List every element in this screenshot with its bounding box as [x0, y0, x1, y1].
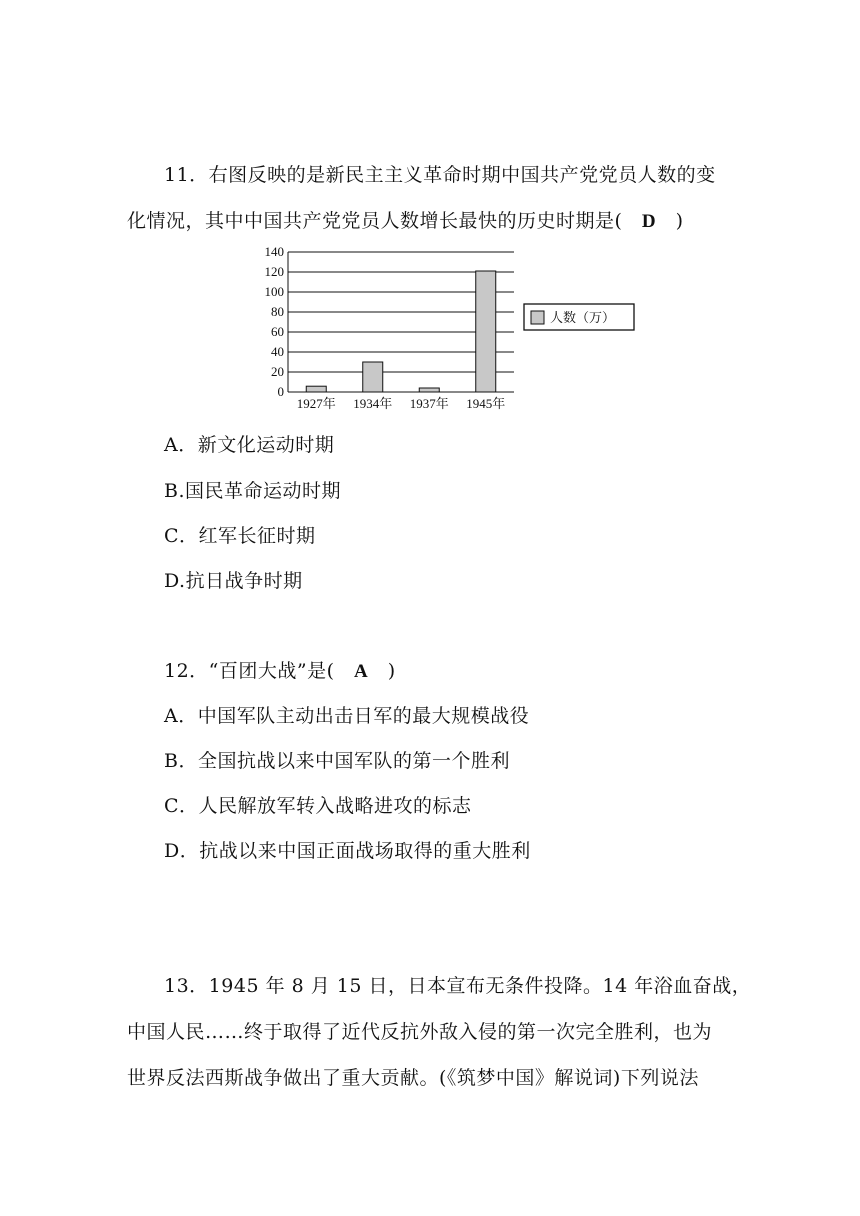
q12-stem	[164, 656, 396, 683]
y-tick-label: 120	[264, 264, 284, 279]
q13-line-2: 中国人民……终于取得了近代反抗外敌入侵的第一次完全胜利，也为	[127, 1021, 713, 1043]
chart-legend	[524, 304, 634, 330]
x-tick-label: 1934年	[353, 396, 393, 411]
q12-stem-prefix: 12．“百团大战”是(	[164, 660, 355, 682]
q11-line-1: 11．右图反映的是新民主主义革命时期中国共产党党员人数的变	[164, 164, 716, 186]
x-axis-ticks	[297, 396, 506, 411]
q11-option-d[interactable]: D.抗日战争时期	[164, 570, 303, 592]
x-tick-label: 1927年	[296, 396, 336, 411]
y-tick-label: 60	[271, 324, 284, 339]
q11-stem-suffix: )	[656, 210, 684, 232]
y-tick-label: 100	[264, 284, 284, 299]
y-tick-label: 0	[277, 384, 284, 399]
x-tick-label: 1945年	[466, 396, 506, 411]
y-tick-label: 80	[271, 304, 284, 319]
q12-stem-suffix: )	[368, 660, 396, 682]
q12-option-c[interactable]: C．人民解放军转入战略进攻的标志	[164, 795, 472, 817]
y-tick-label: 20	[271, 364, 284, 379]
q12-answer: A	[354, 661, 369, 682]
q11-answer: D	[641, 211, 657, 232]
y-axis-ticks	[265, 244, 285, 399]
q12-option-d[interactable]: D．抗战以来中国正面战场取得的重大胜利	[164, 840, 531, 862]
q11-option-b[interactable]: B.国民革命运动时期	[164, 480, 342, 502]
q11-stem-prefix: 化情况，其中中国共产党党员人数增长最快的历史时期是(	[127, 210, 642, 232]
q11-option-a[interactable]: A．新文化运动时期	[164, 434, 335, 456]
bar-1937年	[419, 388, 439, 392]
q11-line-2	[127, 206, 684, 233]
legend-label: 人数（万）	[550, 310, 616, 325]
q12-option-a[interactable]: A．中国军队主动出击日军的最大规模战役	[164, 705, 530, 727]
q12-option-b[interactable]: B．全国抗战以来中国军队的第一个胜利	[164, 750, 510, 772]
y-tick-label: 140	[264, 244, 284, 259]
bar-1927年	[306, 386, 326, 392]
q11-option-c[interactable]: C．红军长征时期	[164, 525, 316, 547]
bar-1945年	[476, 271, 496, 392]
bar-1934年	[363, 362, 383, 392]
y-tick-label: 40	[271, 344, 284, 359]
legend-swatch	[531, 311, 544, 324]
q13-line-3: 世界反法西斯战争做出了重大贡献。(《筑梦中国》解说词)下列说法	[127, 1067, 699, 1089]
party-membership-bar-chart	[248, 240, 648, 415]
x-tick-label: 1937年	[409, 396, 449, 411]
q13-line-1: 13．1945 年 8 月 15 日，日本宣布无条件投降。14 年浴血奋战，	[164, 975, 752, 997]
